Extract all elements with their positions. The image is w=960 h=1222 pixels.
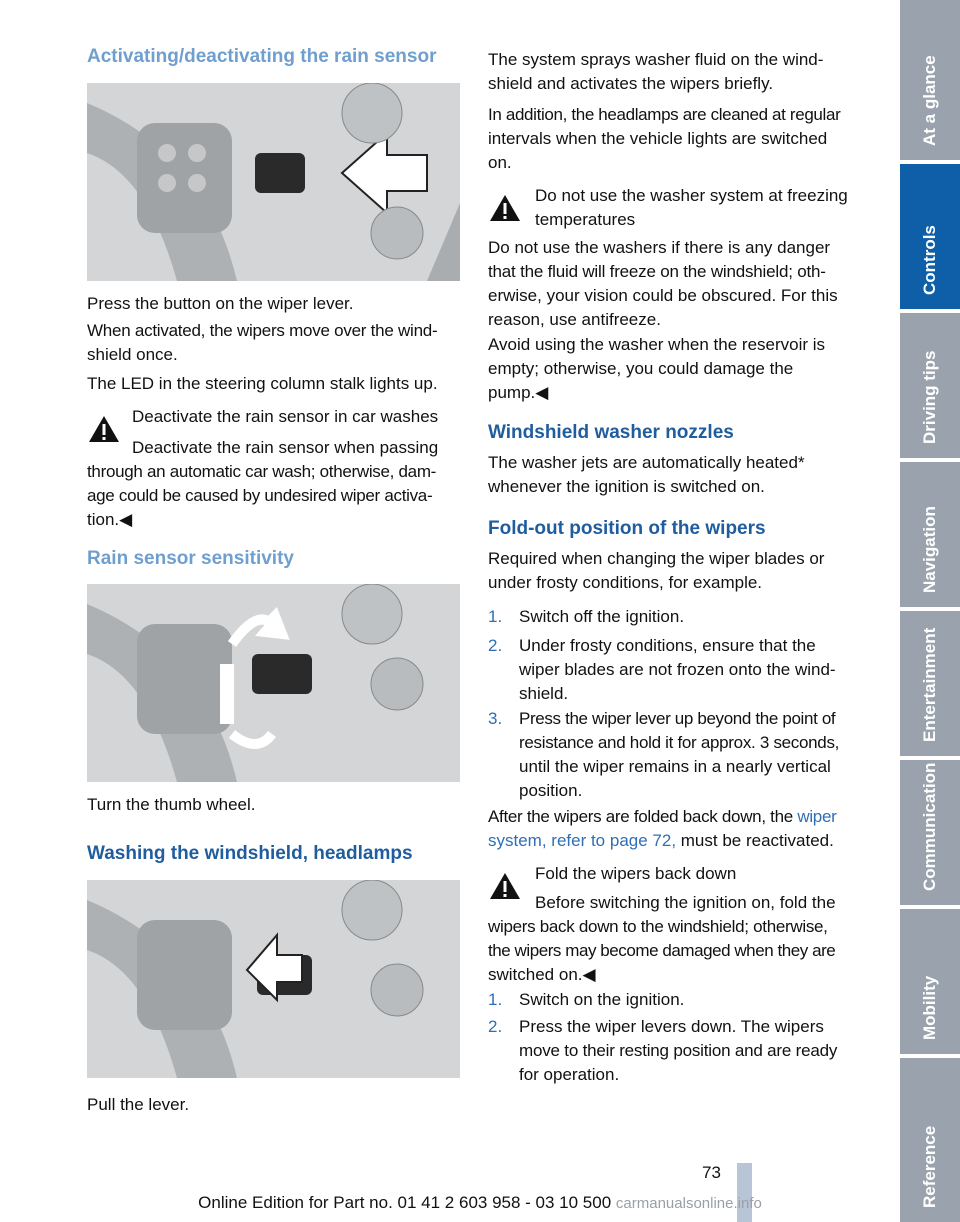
warning-3-line-2: wipers back down to the windshield; otherwise, — [488, 917, 828, 936]
after-folded-text-2: must be reactivated. — [676, 831, 834, 850]
list-text: Press the wiper lever up beyond the point of — [519, 709, 836, 728]
nozzles-line-1: The washer jets are automatically heated* — [488, 453, 805, 472]
list-number: 3. — [488, 709, 503, 728]
tab-navigation[interactable] — [900, 462, 960, 607]
chapter-tabs — [900, 0, 960, 1222]
tab-driving-tips[interactable] — [900, 313, 960, 458]
list-text: Under frosty conditions, ensure that the — [519, 636, 816, 655]
list-number: 2. — [488, 1017, 503, 1036]
warning-1-title: Deactivate the rain sensor in car washes — [132, 407, 439, 426]
warning-icon — [488, 193, 522, 223]
heading-nozzles: Windshield washer nozzles — [488, 422, 734, 443]
tab-at-a-glance[interactable] — [900, 0, 960, 160]
warning-3-line-4: switched on.◀ — [488, 965, 596, 984]
list-number: 1. — [488, 607, 503, 626]
page-72-link[interactable]: system, refer to page 72, — [488, 831, 677, 850]
warning-2-title-1: Do not use the washer system at freezing — [535, 186, 848, 205]
list-text: for operation. — [519, 1065, 620, 1084]
tab-controls[interactable] — [900, 164, 960, 309]
warning-2-line-7: pump.◀ — [488, 383, 549, 402]
list-item — [488, 634, 836, 703]
list-item — [488, 707, 840, 800]
warning-2-line-5: Avoid using the washer when the reservoir is — [488, 335, 826, 354]
tab-label: Mobility — [920, 975, 939, 1040]
list-text: Switch on the ignition. — [519, 990, 685, 1009]
tab-label: Reference — [920, 1125, 939, 1208]
tab-label: At a glance — [920, 55, 939, 146]
tab-label: Communication — [920, 762, 939, 891]
warning-2-line-3: erwise, your vision could be obscured. For this — [488, 286, 838, 305]
after-folded-line-1 — [488, 805, 836, 829]
list-text: resistance and hold it for approx. 3 seconds, — [519, 733, 840, 752]
sprays-line-2: shield and activates the wipers briefly. — [488, 74, 774, 93]
list-text: position. — [519, 781, 583, 800]
tab-label: Controls — [920, 225, 939, 295]
list-text: Switch off the ignition. — [519, 607, 685, 626]
warning-3-line-3: the wipers may become damaged when they are — [488, 941, 836, 960]
page-number: 73 — [702, 1163, 721, 1182]
warning-icon — [87, 414, 121, 444]
warning-2-line-1: Do not use the washers if there is any danger — [488, 238, 831, 257]
warning-2-title-2: temperatures — [535, 210, 636, 229]
heading-washing: Washing the windshield, headlamps — [87, 843, 413, 864]
after-folded-line-2 — [488, 829, 834, 853]
warning-2-line-2: that the fluid will freeze on the windshield; oth‐ — [488, 262, 826, 281]
tab-label: Navigation — [920, 506, 939, 593]
foldout-line-2: under frosty conditions, for example. — [488, 573, 763, 592]
warning-icon — [488, 871, 522, 901]
list-text: shield. — [519, 684, 569, 703]
warning-2-line-6: empty; otherwise, you could damage the — [488, 359, 794, 378]
heading-sensitivity: Rain sensor sensitivity — [87, 548, 294, 569]
headlamps-line-1: In addition, the headlamps are cleaned at regular — [488, 105, 841, 124]
tab-communication[interactable] — [900, 760, 960, 905]
when-activated-line-1: When activated, the wipers move over the wind‐ — [87, 321, 438, 340]
thumb-wheel-text: Turn the thumb wheel. — [87, 795, 256, 814]
list-text: move to their resting position and are ready — [519, 1041, 838, 1060]
warning-1-line-4: tion.◀ — [87, 510, 133, 529]
pull-lever-illustration — [87, 880, 460, 1078]
footer-text: Online Edition for Part no. 01 41 2 603 958 - 03 10 500 — [198, 1193, 612, 1212]
warning-1-line-3: age could be caused by undesired wiper activa‐ — [87, 486, 433, 505]
list-item — [488, 605, 685, 629]
when-activated-line-2: shield once. — [87, 345, 178, 364]
list-text: wiper blades are not frozen onto the wind‐ — [519, 660, 836, 679]
warning-3-line-1: Before switching the ignition on, fold the — [535, 893, 836, 912]
warning-1-line-2: through an automatic car wash; otherwise, dam‐ — [87, 462, 437, 481]
heading-foldout: Fold-out position of the wipers — [488, 518, 766, 539]
footer-edition — [0, 1193, 960, 1213]
tab-mobility[interactable] — [900, 909, 960, 1054]
led-text: The LED in the steering column stalk lights up. — [87, 374, 438, 393]
after-folded-text: After the wipers are folded back down, the — [488, 807, 798, 826]
warning-2-line-4: reason, use antifreeze. — [488, 310, 661, 329]
steering-image-1 — [87, 83, 460, 281]
list-item — [488, 1015, 838, 1084]
foldout-line-1: Required when changing the wiper blades or — [488, 549, 825, 568]
steering-image-2 — [87, 584, 460, 782]
watermark: carmanualsonline.info — [615, 1195, 762, 1212]
wiper-lever-button-illustration — [87, 83, 460, 281]
warning-1-line-1: Deactivate the rain sensor when passing — [132, 438, 439, 457]
tab-label: Driving tips — [920, 350, 939, 444]
list-text: until the wiper remains in a nearly vertical — [519, 757, 831, 776]
list-item — [488, 988, 685, 1012]
press-button-text: Press the button on the wiper lever. — [87, 294, 354, 313]
tab-label: Entertainment — [920, 627, 939, 742]
steering-image-3 — [87, 880, 460, 1078]
warning-3-title: Fold the wipers back down — [535, 864, 737, 883]
heading-rain-sensor: Activating/deactivating the rain sensor — [87, 46, 437, 67]
list-text: Press the wiper levers down. The wipers — [519, 1017, 824, 1036]
pull-lever-text: Pull the lever. — [87, 1095, 190, 1114]
wiper-system-link[interactable]: wiper — [797, 807, 837, 826]
tab-entertainment[interactable] — [900, 611, 960, 756]
list-number: 1. — [488, 990, 503, 1009]
list-number: 2. — [488, 636, 503, 655]
nozzles-line-2: whenever the ignition is switched on. — [488, 477, 765, 496]
sprays-line-1: The system sprays washer fluid on the wind‐ — [488, 50, 824, 69]
headlamps-line-2: intervals when the vehicle lights are switched — [488, 129, 828, 148]
thumb-wheel-illustration — [87, 584, 460, 782]
headlamps-line-3: on. — [488, 153, 512, 172]
